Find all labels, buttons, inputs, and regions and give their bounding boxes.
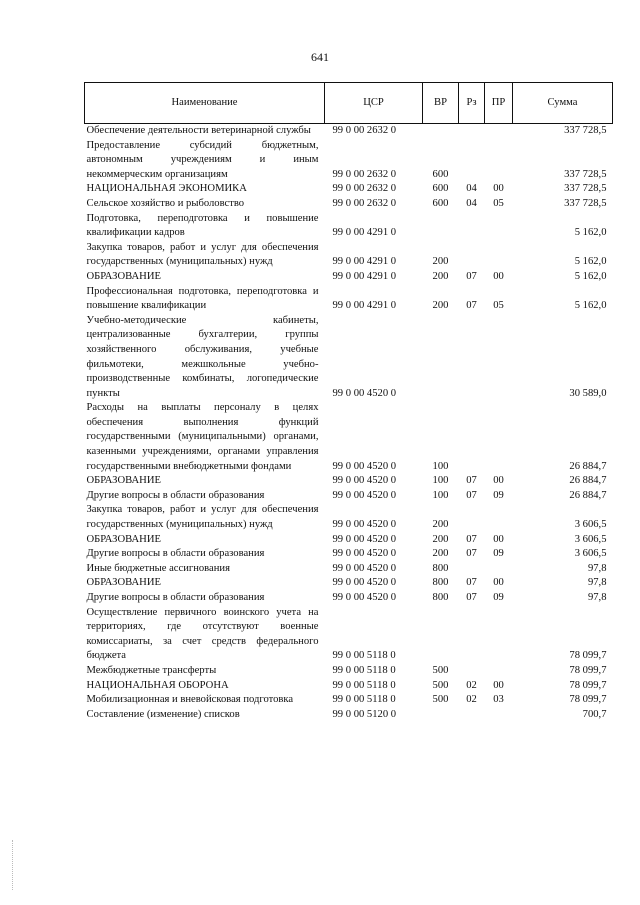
table-row xyxy=(85,124,613,139)
cell-name: ОБРАЗОВАНИЕ xyxy=(86,270,161,282)
cell-pr: 00 xyxy=(493,533,504,545)
cell-name: Обеспечение деятельности ветеринарной службы xyxy=(86,125,311,136)
table-row xyxy=(85,139,613,183)
cell-pr xyxy=(485,503,513,532)
cell-csr: 99 0 00 2632 0 xyxy=(332,197,397,209)
table-row xyxy=(85,606,613,664)
cell-name: НАЦИОНАЛЬНАЯ ОБОРОНА xyxy=(86,679,229,691)
cell-sum: 5 162,0 xyxy=(574,300,607,312)
cell-sum: 78 099,7 xyxy=(569,650,607,662)
cell-name: Составление (изменение) списков xyxy=(86,708,240,720)
cell-sum: 97,8 xyxy=(587,592,607,603)
cell-rz: 07 xyxy=(466,270,477,282)
cell-rz xyxy=(459,401,485,474)
cell-sum: 337 728,5 xyxy=(564,197,607,209)
cell-vr: 800 xyxy=(432,577,449,589)
cell-pr: 05 xyxy=(493,197,504,209)
cell-rz xyxy=(459,241,485,270)
cell-pr: 00 xyxy=(493,679,504,691)
table-row xyxy=(85,474,613,489)
cell-name: Мобилизационная и вневойсковая подготовка xyxy=(86,694,294,706)
cell-rz: 07 xyxy=(466,475,477,487)
header-name: Наименование xyxy=(85,83,325,124)
table-row xyxy=(85,533,613,548)
cell-name: Закупка товаров, работ и услуг для обеспечения государственных (муниципальных) нужд xyxy=(86,504,319,531)
cell-name: Подготовка, переподготовка и повышение квалификации кадров xyxy=(86,212,319,239)
cell-vr xyxy=(423,708,459,723)
page-number: 641 xyxy=(311,50,329,64)
cell-rz: 07 xyxy=(466,548,477,560)
cell-pr: 00 xyxy=(493,270,504,282)
cell-csr: 99 0 00 2632 0 xyxy=(332,168,397,180)
cell-sum: 26 884,7 xyxy=(569,460,607,472)
cell-sum: 26 884,7 xyxy=(569,489,607,501)
cell-rz xyxy=(459,503,485,532)
cell-rz: 02 xyxy=(466,679,477,691)
cell-csr: 99 0 00 4520 0 xyxy=(332,387,397,399)
cell-vr: 200 xyxy=(432,548,449,560)
cell-vr: 200 xyxy=(432,533,449,545)
cell-csr: 99 0 00 5118 0 xyxy=(332,664,396,676)
cell-rz: 02 xyxy=(466,694,477,706)
cell-pr xyxy=(485,708,513,723)
cell-sum: 3 606,5 xyxy=(574,533,607,545)
cell-pr xyxy=(485,314,513,402)
cell-vr: 500 xyxy=(432,694,449,706)
cell-sum: 5 162,0 xyxy=(574,270,607,282)
cell-pr: 00 xyxy=(493,475,504,487)
cell-csr: 99 0 00 4520 0 xyxy=(332,533,397,545)
cell-csr: 99 0 00 4291 0 xyxy=(332,227,397,239)
cell-sum: 3 606,5 xyxy=(574,519,607,531)
cell-vr: 200 xyxy=(432,270,449,282)
table-row xyxy=(85,562,613,577)
cell-csr: 99 0 00 4520 0 xyxy=(332,562,397,574)
cell-sum: 97,8 xyxy=(587,577,607,589)
cell-vr: 200 xyxy=(432,300,449,312)
table-row xyxy=(85,401,613,474)
table-row xyxy=(85,576,613,591)
cell-pr xyxy=(485,606,513,664)
header-sum: Сумма xyxy=(513,83,613,124)
table-row xyxy=(85,182,613,197)
cell-rz xyxy=(459,664,485,679)
header-vr: ВР xyxy=(423,83,459,124)
cell-name: ОБРАЗОВАНИЕ xyxy=(86,475,161,487)
cell-name: ОБРАЗОВАНИЕ xyxy=(86,533,161,545)
cell-rz xyxy=(459,314,485,402)
cell-vr: 800 xyxy=(432,592,449,603)
cell-pr: 09 xyxy=(493,489,504,501)
cell-rz: 07 xyxy=(466,300,477,312)
cell-name: Сельское хозяйство и рыболовство xyxy=(86,197,245,209)
header-pr: ПР xyxy=(485,83,513,124)
cell-vr xyxy=(423,212,459,241)
table-row xyxy=(85,591,613,606)
cell-rz xyxy=(459,124,485,139)
cell-name: Осуществление первичного воинского учета на территориях, где отсутствуют военные комиссариаты, за счет средств федерального бюджета xyxy=(86,606,319,662)
cell-pr xyxy=(485,241,513,270)
cell-name: Профессиональная подготовка, переподготовка и повышение квалификации xyxy=(86,285,319,312)
cell-sum: 78 099,7 xyxy=(569,664,607,676)
cell-pr: 00 xyxy=(493,183,504,195)
table-row xyxy=(85,547,613,562)
table-row xyxy=(85,489,613,504)
cell-name: Учебно-методические кабинеты, централизованные бухгалтерии, группы хозяйственного обслуживания, учебные фильмотеки, межшкольные учебно-производственные комбинаты, логопедические пункты xyxy=(86,314,319,399)
table-row xyxy=(85,241,613,270)
cell-rz: 04 xyxy=(466,197,477,209)
cell-rz xyxy=(459,606,485,664)
cell-csr: 99 0 00 5118 0 xyxy=(332,679,396,691)
budget-table xyxy=(84,82,613,722)
cell-rz xyxy=(459,139,485,183)
cell-vr xyxy=(423,606,459,664)
cell-csr: 99 0 00 2632 0 xyxy=(332,183,397,195)
cell-csr: 99 0 00 4520 0 xyxy=(332,460,397,472)
cell-csr: 99 0 00 4520 0 xyxy=(332,592,397,603)
cell-vr: 100 xyxy=(432,489,449,501)
cell-sum: 337 728,5 xyxy=(564,168,607,180)
cell-pr: 03 xyxy=(493,694,504,706)
table-row xyxy=(85,503,613,532)
cell-csr: 99 0 00 4291 0 xyxy=(332,270,397,282)
table-row xyxy=(85,708,613,723)
cell-csr: 99 0 00 5120 0 xyxy=(332,708,397,720)
cell-rz: 07 xyxy=(466,489,477,501)
cell-pr xyxy=(485,212,513,241)
table-row xyxy=(85,197,613,212)
table-row xyxy=(85,270,613,285)
cell-rz: 07 xyxy=(466,533,477,545)
table-row xyxy=(85,679,613,694)
cell-sum: 700,7 xyxy=(582,708,607,720)
table-header xyxy=(85,83,613,124)
cell-csr: 99 0 00 4520 0 xyxy=(332,519,397,531)
cell-sum: 78 099,7 xyxy=(569,694,607,706)
cell-csr: 99 0 00 4291 0 xyxy=(332,300,397,312)
cell-vr: 100 xyxy=(432,475,449,487)
cell-name: НАЦИОНАЛЬНАЯ ЭКОНОМИКА xyxy=(86,183,247,195)
cell-vr: 500 xyxy=(432,664,449,676)
cell-rz: 04 xyxy=(466,183,477,195)
cell-sum: 337 728,5 xyxy=(564,125,607,136)
cell-name: Иные бюджетные ассигнования xyxy=(86,562,230,574)
table-body xyxy=(85,124,613,723)
cell-rz xyxy=(459,212,485,241)
cell-sum: 30 589,0 xyxy=(569,387,607,399)
cell-sum: 5 162,0 xyxy=(574,227,607,239)
cell-csr: 99 0 00 4520 0 xyxy=(332,548,397,560)
cell-vr xyxy=(423,314,459,402)
cell-pr xyxy=(485,401,513,474)
cell-name: Межбюджетные трансферты xyxy=(86,664,217,676)
cell-pr xyxy=(485,562,513,577)
cell-pr xyxy=(485,139,513,183)
cell-pr xyxy=(485,664,513,679)
header-rz: Рз xyxy=(459,83,485,124)
cell-vr: 600 xyxy=(432,168,449,180)
cell-pr: 05 xyxy=(493,300,504,312)
cell-vr xyxy=(423,124,459,139)
cell-vr: 500 xyxy=(432,679,449,691)
cell-csr: 99 0 00 4520 0 xyxy=(332,475,397,487)
cell-vr: 600 xyxy=(432,183,449,195)
cell-rz xyxy=(459,708,485,723)
cell-vr: 200 xyxy=(432,256,449,268)
cell-rz: 07 xyxy=(466,577,477,589)
cell-csr: 99 0 00 2632 0 xyxy=(332,125,397,136)
cell-csr: 99 0 00 4520 0 xyxy=(332,489,397,501)
cell-pr: 00 xyxy=(493,577,504,589)
cell-pr xyxy=(485,124,513,139)
cell-vr: 200 xyxy=(432,519,449,531)
cell-rz xyxy=(459,562,485,577)
cell-sum: 3 606,5 xyxy=(574,548,607,560)
table-row xyxy=(85,664,613,679)
cell-pr: 09 xyxy=(493,592,504,603)
cell-name: Другие вопросы в области образования xyxy=(86,489,265,501)
cell-pr: 09 xyxy=(493,548,504,560)
table-row xyxy=(85,693,613,708)
cell-sum: 5 162,0 xyxy=(574,256,607,268)
cell-name: ОБРАЗОВАНИЕ xyxy=(86,577,161,589)
cell-name: Закупка товаров, работ и услуг для обеспечения государственных (муниципальных) нужд xyxy=(86,241,319,268)
table-row xyxy=(85,285,613,314)
cell-sum: 337 728,5 xyxy=(564,183,607,195)
table-row xyxy=(85,314,613,402)
binding-mark xyxy=(12,840,15,890)
cell-name: Предоставление субсидий бюджетным, автономным учреждениям и иным некоммерческим организациям xyxy=(86,139,319,180)
cell-csr: 99 0 00 5118 0 xyxy=(332,694,396,706)
header-csr: ЦСР xyxy=(325,83,423,124)
cell-vr: 800 xyxy=(432,562,449,574)
header-row xyxy=(85,83,613,124)
cell-rz: 07 xyxy=(466,592,477,603)
cell-vr: 600 xyxy=(432,197,449,209)
cell-csr: 99 0 00 5118 0 xyxy=(332,650,396,662)
cell-name: Другие вопросы в области образования xyxy=(86,548,265,560)
table-row xyxy=(85,212,613,241)
cell-name: Другие вопросы в области образования xyxy=(86,592,265,603)
cell-name: Расходы на выплаты персоналу в целях обеспечения выполнения функций государственными (муниципальными) органами, казенными учреждениями, органами управления государственными внебюджетными фондами xyxy=(86,402,319,472)
cell-csr: 99 0 00 4520 0 xyxy=(332,577,397,589)
cell-sum: 97,8 xyxy=(587,562,607,574)
cell-csr: 99 0 00 4291 0 xyxy=(332,256,397,268)
cell-vr: 100 xyxy=(432,460,449,472)
cell-sum: 26 884,7 xyxy=(569,475,607,487)
cell-sum: 78 099,7 xyxy=(569,679,607,691)
